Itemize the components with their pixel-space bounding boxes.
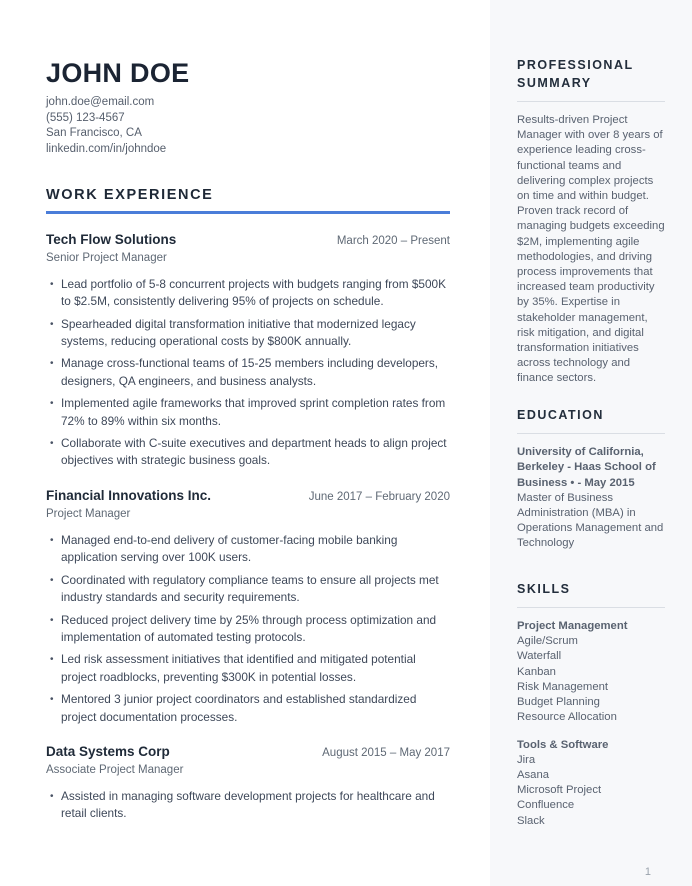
- job-entry-2: [46, 487, 450, 726]
- skill-item: Resource Allocation: [517, 711, 617, 724]
- contact-phone: (555) 123-4567: [46, 111, 125, 124]
- job-dates: March 2020 – Present: [336, 234, 450, 247]
- job-bullet: • Implemented agile frameworks that improved sprint completion rates from 72% to 89% within six months.: [46, 395, 450, 430]
- skill-item: Slack: [517, 814, 545, 827]
- skill-item: Waterfall: [517, 650, 562, 663]
- job-dates: August 2015 – May 2017: [322, 746, 450, 759]
- skill-item: Confluence: [517, 799, 575, 812]
- education-degree: Master of Business Administration (MBA) in Operations Management and Technology: [517, 491, 664, 550]
- job-header: [46, 743, 450, 760]
- job-header: [46, 487, 450, 504]
- company-name: Financial Innovations Inc.: [46, 487, 212, 503]
- job-header: [46, 231, 450, 248]
- skills-section: [517, 581, 665, 829]
- job-bullet: • Managed end-to-end delivery of customer-facing mobile banking application serving over 100K users.: [46, 532, 450, 567]
- professional-summary-heading: PROFESSIONAL SUMMARY: [517, 58, 634, 90]
- professional-summary-text: Results-driven Project Manager with over 8 years of experience leading cross-functional teams and delivering complex projects on time and within budget. Proven track record of managing budgets exceeding $2M, implementing agile methodologies, and driving process improvements that increased team productivity by 35%. Expertise in stakeholder management, risk mitigation, and digital transformation initiatives across technology and finance sectors.: [517, 114, 665, 385]
- skill-group-label: Tools & Software: [517, 738, 609, 751]
- skill-item: Jira: [517, 753, 536, 766]
- main-column: [46, 58, 450, 828]
- skill-item: Agile/Scrum: [517, 635, 578, 648]
- skills-heading: SKILLS: [517, 581, 571, 596]
- skill-group-label: Project Management: [517, 620, 628, 633]
- job-bullet: • Mentored 3 junior project coordinators and established standardized project documentation processes.: [46, 691, 450, 726]
- job-bullet: • Assisted in managing software development projects for healthcare and retail clients.: [46, 788, 450, 823]
- contact-info: [46, 95, 450, 158]
- job-bullet: • Lead portfolio of 5-8 concurrent projects with budgets ranging from $500K to $2.5M, consistently delivering 95% of projects on schedule.: [46, 276, 450, 311]
- professional-summary-section: [517, 57, 665, 387]
- skill-item: Kanban: [517, 665, 556, 678]
- page-number: 1: [644, 866, 651, 878]
- education-school: University of California, Berkeley - Haas School of Business • - May 2015: [517, 446, 656, 489]
- job-dates: June 2017 – February 2020: [308, 490, 450, 503]
- job-bullet: • Collaborate with C-suite executives and department heads to align project objectives with strategic business goals.: [46, 435, 450, 470]
- skill-item: Risk Management: [517, 680, 609, 693]
- section-divider: [517, 607, 665, 608]
- job-entry-3: [46, 743, 450, 823]
- section-divider: [517, 433, 665, 434]
- job-bullet-list: [46, 276, 450, 470]
- candidate-name: JOHN DOE: [46, 58, 190, 88]
- job-bullet: • Led risk assessment initiatives that identified and mitigated potential project roadblocks, preventing $300K in potential losses.: [46, 651, 450, 686]
- job-title: Senior Project Manager: [46, 251, 167, 264]
- skill-item: Budget Planning: [517, 696, 600, 709]
- sidebar: [490, 0, 692, 886]
- job-bullet: • Coordinated with regulatory compliance teams to ensure all projects met industry standards and security requirements.: [46, 572, 450, 607]
- job-bullet: • Manage cross-functional teams of 15-25 members including developers, designers, QA engineers, and business analysts.: [46, 355, 450, 390]
- company-name: Data Systems Corp: [46, 743, 170, 759]
- contact-email: john.doe@email.com: [46, 96, 155, 108]
- job-bullet-list: [46, 788, 450, 823]
- skill-group-tools-software: [517, 738, 665, 829]
- job-title: Associate Project Manager: [46, 763, 184, 776]
- job-bullet: • Spearheaded digital transformation initiative that modernized legacy systems, reducing operational costs by $800K annually.: [46, 316, 450, 351]
- job-title: Project Manager: [46, 507, 131, 520]
- job-bullet: • Reduced project delivery time by 25% through process optimization and implementation of automated testing protocols.: [46, 612, 450, 647]
- contact-linkedin: linkedin.com/in/johndoe: [46, 143, 167, 156]
- section-divider: [517, 101, 665, 102]
- contact-location: San Francisco, CA: [46, 127, 142, 140]
- skill-item: Microsoft Project: [517, 784, 602, 797]
- work-experience-heading: WORK EXPERIENCE: [46, 187, 450, 214]
- education-heading: EDUCATION: [517, 407, 604, 422]
- job-bullet-list: [46, 532, 450, 726]
- education-section: [517, 407, 665, 552]
- skill-item: Asana: [517, 768, 550, 781]
- skill-group-project-management: [517, 619, 665, 725]
- job-entry-1: [46, 231, 450, 470]
- company-name: Tech Flow Solutions: [46, 231, 177, 247]
